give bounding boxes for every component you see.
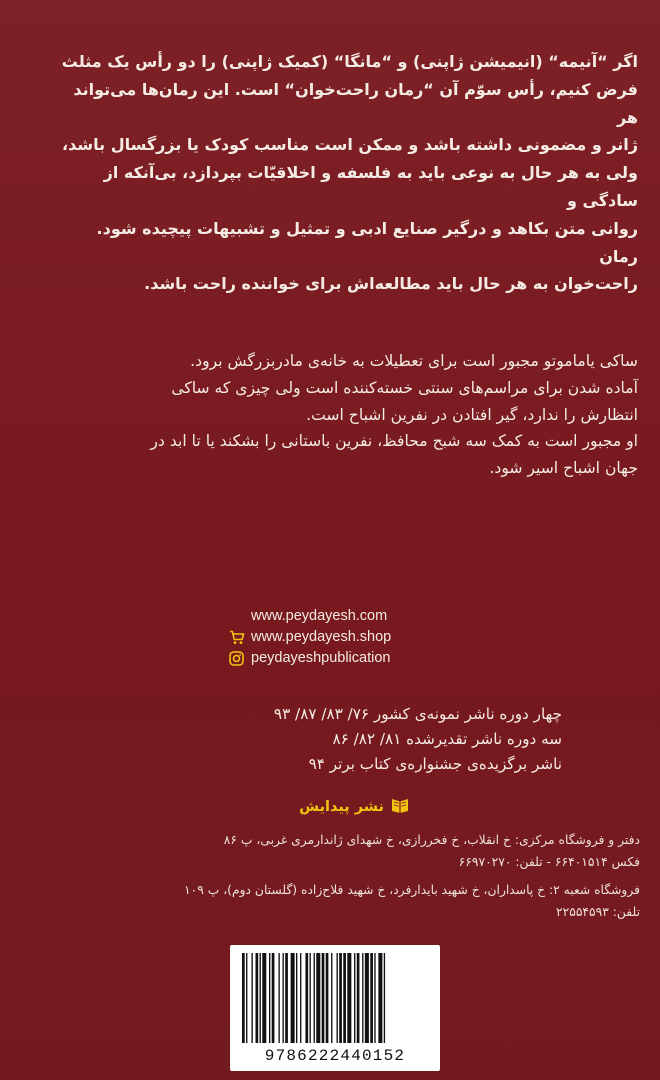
publisher-awards	[120, 702, 562, 777]
instagram-link-row	[228, 648, 391, 669]
shop-link[interactable]: www.peydayesh.shop	[251, 629, 392, 645]
publisher-brand	[260, 796, 410, 818]
synopsis-line: جهان اشباح اسیر شود.	[489, 459, 638, 478]
shop-link-row	[228, 627, 391, 648]
award-line: سه دوره ناشر تقدیرشده ۸۱/ ۸۲/ ۸۶	[332, 730, 562, 748]
award-line: ناشر برگزیده‌ی جشنواره‌ی کتاب برتر ۹۴	[308, 755, 562, 773]
branch-store-address	[100, 880, 640, 923]
synopsis-line: آماده شدن برای مراسم‌های سنتی خسته‌کننده است ولی چیزی که ساکی	[171, 378, 638, 397]
intro-line: اگر “آنیمه“ (انیمیشن ژاپنی) و “مانگا“ (کمیک ژاپنی) را دو رأس یک مثلث	[61, 52, 638, 71]
synopsis-line: او مجبور است به کمک سه شبح محافظ، نفرین باستانی را بشکند یا تا ابد در	[150, 432, 638, 451]
website-link[interactable]: www.peydayesh.com	[251, 608, 388, 624]
isbn-number: 9786222440152	[264, 1047, 406, 1065]
book-logo-icon	[390, 796, 410, 818]
intro-line: ژانر و مضمونی داشته باشد و ممکن است مناسب کودک یا بزرگسال باشد،	[62, 135, 638, 155]
instagram-icon	[228, 650, 245, 667]
intro-line: ولی به هر حال به نوعی باید به فلسفه و اخلاقیّات بپردازد، بی‌آنکه از سادگی و	[103, 163, 638, 210]
synopsis-line: ساکی یاماموتو مجبور است برای تعطیلات به خانه‌ی مادربزرگش برود.	[190, 352, 638, 370]
contact-line: تلفن: ۲۲۵۵۴۵۹۳	[556, 904, 640, 919]
address-line: دفتر و فروشگاه مرکزی: خ انقلاب، خ فخررازی، خ شهدای ژاندارمری غربی، پ ۸۶	[223, 833, 640, 847]
publisher-name: نشر پیدایش	[299, 799, 384, 815]
instagram-link[interactable]: peydayeshpublication	[251, 650, 391, 666]
award-line: چهار دوره ناشر نمونه‌ی کشور ۷۶/ ۸۳/ ۸۷/ ۹۳	[273, 705, 562, 723]
blank-icon-slot	[228, 608, 245, 625]
website-link-row	[228, 606, 391, 627]
address-line: فروشگاه شعبه ۲: خ پاسداران، خ شهید بایدارفرد، خ شهید فلاح‌زاده (گلستان دوم)، پ ۱۰۹	[183, 883, 640, 897]
shopping-cart-icon	[228, 629, 245, 646]
synopsis-paragraph	[14, 348, 638, 482]
main-store-address	[100, 830, 640, 873]
publisher-links	[228, 606, 391, 669]
intro-line: روانی متن بکاهد و درگیر صنایع ادبی و تمثیل و تشبیهات پیچیده شود. رمان	[96, 218, 638, 266]
intro-line: فرض کنیم، رأس سوّم آن “رمان راحت‌خوان“ است. این رمان‌ها می‌تواند هر	[73, 79, 638, 127]
isbn-barcode	[230, 945, 440, 1071]
intro-paragraph	[58, 48, 638, 298]
contact-line: فکس ۶۶۴۰۱۵۱۴ - تلفن: ۶۶۹۷۰۲۷۰	[458, 854, 640, 869]
synopsis-line: انتظارش را ندارد، گیر افتادن در نفرین اشباح است.	[306, 405, 638, 424]
barcode-bars	[242, 953, 428, 1043]
intro-line: راحت‌خوان به هر حال باید مطالعه‌اش برای خواننده راحت باشد.	[144, 274, 638, 294]
